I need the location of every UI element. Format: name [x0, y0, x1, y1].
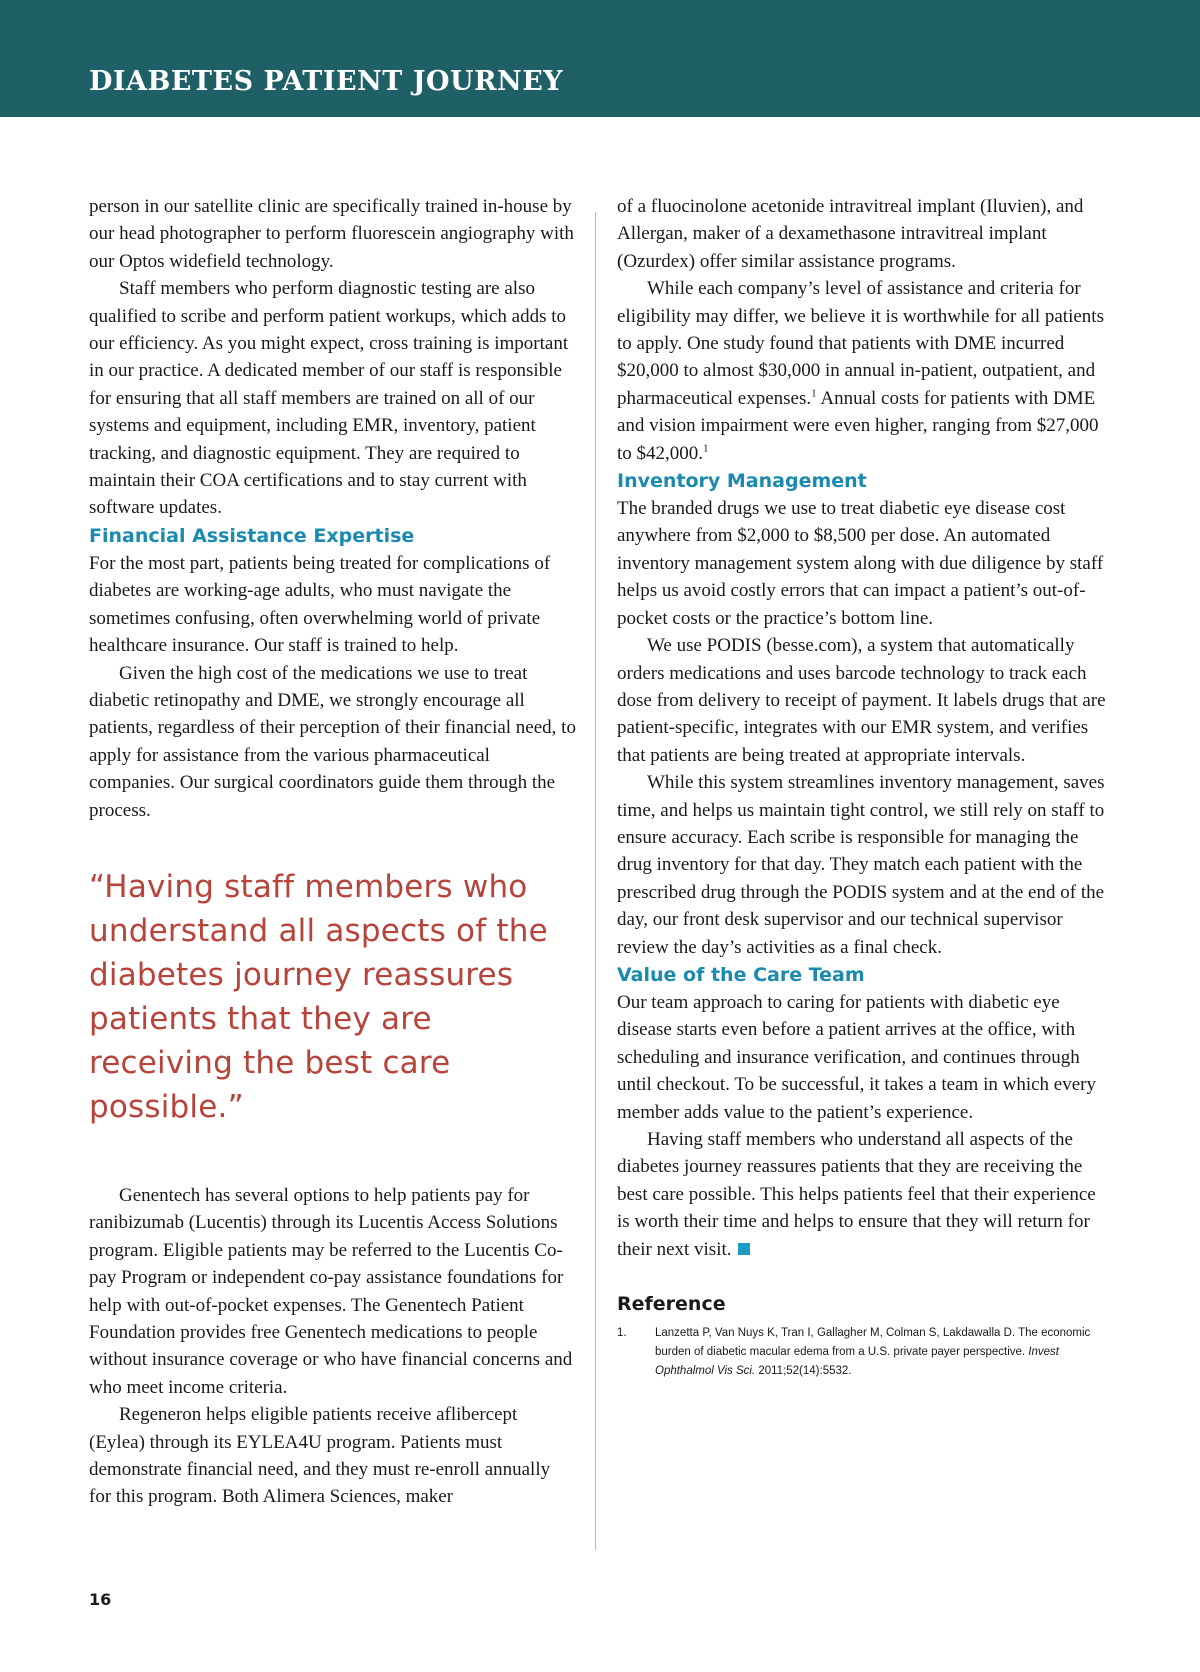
- body-paragraph: While this system streamlines inventory management, saves time, and helps us maintain tight control, we still rely on staff to ensure accuracy. Each scribe is responsible for managing the drug inventory for that day. They match each patient with the prescribed drug through the PODIS system and at the end of the day, our front desk supervisor and our technical supervisor review the day’s activities as a final check.: [617, 772, 1105, 958]
- left-column: [89, 193, 577, 1511]
- body-paragraph: For the most part, patients being treated for complications of diabetes are working-age adults, who must navigate the sometimes confusing, often overwhelming world of private healthcare insurance. Our staff is trained to help.: [89, 552, 551, 657]
- pull-quote: “Having staff members who understand all aspects of the diabetes journey reassures patients that they are receiving the best care possible.”: [89, 868, 548, 1125]
- body-text: Having staff members who understand all aspects of the diabetes journey reassures patients that they are receiving the best care possible. This helps patients feel that their experience is worth their time and helps to ensure that they will return for their next visit.: [617, 1129, 1096, 1260]
- body-text: While each company’s level of assistance and criteria for eligibility may differ, we believe it is worthwhile for all patients to apply. One study found that patients with DME incurred $20,000 to almost $30,000 in annual in-patient, outpatient, and pharmaceutical expenses.: [617, 278, 1104, 409]
- body-paragraph: The branded drugs we use to treat diabetic eye disease cost anywhere from $2,000 to $8,500 per dose. An automated inventory management system along with due diligence by staff helps us avoid costly errors that can impact a patient’s out-of-pocket costs or the practice’s bottom line.: [617, 498, 1104, 629]
- body-paragraph: [617, 275, 1107, 467]
- body-text: Annual costs for patients with DME and vision impairment were even higher, ranging from $27,000 to $42,000.: [617, 387, 1099, 464]
- section-heading-value-of-care-team: Value of the Care Team: [617, 963, 865, 986]
- reference-heading: Reference: [617, 1293, 726, 1316]
- body-paragraph: We use PODIS (besse.com), a system that automatically orders medications and uses barcode technology to track each dose from delivery to receipt of payment. It labels drugs that are patient-specific, integrates with our EMR system, and verifies that patients are being treated at appropriate intervals.: [617, 635, 1106, 766]
- reference-superscript: 1: [703, 442, 709, 455]
- reference-number: 1.: [617, 1327, 627, 1340]
- body-paragraph: Staff members who perform diagnostic testing are also qualified to scribe and perform patient workups, which adds to our efficiency. As you might expect, cross training is important in our practice. A dedicated member of our staff is responsible for ensuring that all staff members are trained on all of our systems and equipment, including EMR, inventory, patient tracking, and diagnostic equipment. They are required to maintain their COA certifications and to stay current with software updates.: [89, 278, 569, 519]
- reference-citation: 2011;52(14):5532.: [755, 1365, 852, 1378]
- page-number: 16: [89, 1590, 112, 1609]
- column-divider: [595, 212, 596, 1550]
- reference-authors: Lanzetta P, Van Nuys K, Tran I, Gallagher M, Colman S, Lakdawalla D. The economic burden of diabetic macular edema from a U.S. private payer perspective.: [655, 1327, 1091, 1359]
- header-band: [0, 0, 1200, 117]
- right-column: [617, 193, 1107, 1381]
- body-paragraph: Genentech has several options to help patients pay for ranibizumab (Lucentis) through its Lucentis Access Solutions program. Eligible patients may be referred to the Lucentis Co-pay Program or independent co-pay assistance foundations for help with out-of-pocket expenses. The Genentech Patient Foundation provides free Genentech medications to people without insurance coverage or who have financial concerns and who meet income criteria.: [89, 1184, 573, 1398]
- body-paragraph: Given the high cost of the medications we use to treat diabetic retinopathy and DME, we strongly encourage all patients, regardless of their perception of their financial need, to apply for assistance from the various pharmaceutical companies. Our surgical coordinators guide them through the process.: [89, 662, 576, 821]
- reference-superscript: 1: [811, 387, 817, 400]
- body-paragraph: [617, 1126, 1107, 1263]
- section-heading-financial-assistance: Financial Assistance Expertise: [89, 524, 415, 547]
- reference-item: [617, 1324, 1107, 1381]
- reference-text: [655, 1324, 1107, 1381]
- body-paragraph: Regeneron helps eligible patients receive aflibercept (Eylea) through its EYLEA4U program. Patients must demonstrate financial need, and they must re-enroll annually for this program. Both Alimera Sciences, maker: [89, 1404, 551, 1508]
- body-paragraph: Our team approach to caring for patients with diabetic eye disease starts even before a patient arrives at the office, with scheduling and insurance verification, and continues through until checkout. To be successful, it takes a team in which every member adds value to the patient’s experience.: [617, 991, 1096, 1123]
- reference-journal: Invest Ophthalmol Vis Sci.: [655, 1346, 1059, 1378]
- body-paragraph: of a fluocinolone acetonide intravitreal implant (Iluvien), and Allergan, maker of a dexamethasone intravitreal implant (Ozurdex) offer similar assistance programs.: [617, 196, 1084, 272]
- body-paragraph: person in our satellite clinic are specifically trained in-house by our head photographer to perform fluorescein angiography with our Optos widefield technology.: [89, 196, 574, 272]
- section-heading-inventory-management: Inventory Management: [617, 470, 867, 493]
- end-of-article-mark: [738, 1243, 750, 1255]
- page-header-title: DIABETES PATIENT JOURNEY: [89, 66, 564, 97]
